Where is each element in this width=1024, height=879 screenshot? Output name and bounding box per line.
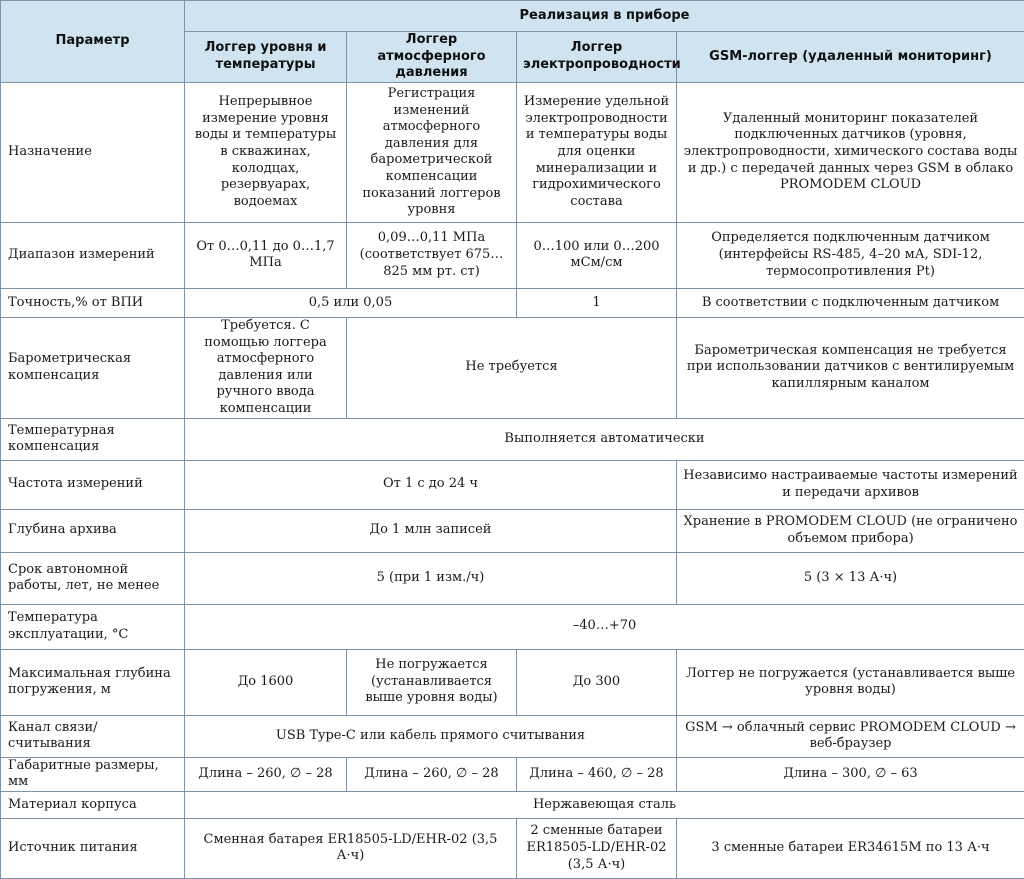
cell: Длина – 260, ∅ – 28 <box>185 757 347 791</box>
row-label: Габаритные размеры, мм <box>1 757 185 791</box>
row-label: Источник питания <box>1 818 185 878</box>
row-purpose <box>1 82 1024 222</box>
cell: 3 сменные батареи ER34615M по 13 А·ч <box>677 818 1024 878</box>
cell: 2 сменные батареи ER18505-LD/EHR-02 (3,5 А·ч) <box>517 818 677 878</box>
row-label: Глубина архива <box>1 509 185 552</box>
header-implementation: Реализация в приборе <box>185 1 1024 32</box>
cell: Удаленный мониторинг показателей подключенных датчиков (уровня, электропроводности, химического состава воды и др.) с передачей данных через GSM в облако PROMODEM CLOUD <box>677 82 1024 222</box>
cell: Логгер не погружается (устанавливается выше уровня воды) <box>677 649 1024 715</box>
header-conductivity-logger: Логгер электропроводности <box>517 32 677 83</box>
row-label: Назначение <box>1 82 185 222</box>
cell: Длина – 300, ∅ – 63 <box>677 757 1024 791</box>
cell: 5 (при 1 изм./ч) <box>185 552 677 604</box>
cell: 0,5 или 0,05 <box>185 288 517 317</box>
cell: Нержавеющая сталь <box>185 791 1024 818</box>
cell: 5 (3 × 13 А·ч) <box>677 552 1024 604</box>
row-temp-compensation <box>1 418 1024 460</box>
cell: –40…+70 <box>185 604 1024 649</box>
cell: До 300 <box>517 649 677 715</box>
row-depth <box>1 649 1024 715</box>
cell: USB Type-C или кабель прямого считывания <box>185 715 677 757</box>
row-label: Барометрическая компенсация <box>1 317 185 418</box>
cell: Определяется подключенным датчиком (интерфейсы RS-485, 4–20 мА, SDI-12, термосопротивления Pt) <box>677 222 1024 288</box>
cell: Независимо настраиваемые частоты измерений и передачи архивов <box>677 460 1024 509</box>
header-level-logger: Логгер уровня и температуры <box>185 32 347 83</box>
cell: От 1 с до 24 ч <box>185 460 677 509</box>
row-baro-compensation <box>1 317 1024 418</box>
row-material <box>1 791 1024 818</box>
cell: От 0…0,11 до 0…1,7 МПа <box>185 222 347 288</box>
cell: Длина – 460, ∅ – 28 <box>517 757 677 791</box>
cell: 0,09…0,11 МПа (соответствует 675…825 мм рт. ст) <box>347 222 517 288</box>
row-label: Точность,% от ВПИ <box>1 288 185 317</box>
cell: 1 <box>517 288 677 317</box>
row-label: Материал корпуса <box>1 791 185 818</box>
row-autonomy <box>1 552 1024 604</box>
row-label: Канал связи/считывания <box>1 715 185 757</box>
row-operating-temp <box>1 604 1024 649</box>
header-row-top <box>1 1 1024 32</box>
header-pressure-logger: Логгер атмосферного давления <box>347 32 517 83</box>
cell: Измерение удельной электропроводности и температуры воды для оценки минерализации и гидрохимического состава <box>517 82 677 222</box>
cell: 0…100 или 0…200 мСм/см <box>517 222 677 288</box>
cell: Хранение в PROMODEM CLOUD (не ограничено объемом прибора) <box>677 509 1024 552</box>
cell: GSM → облачный сервис PROMODEM CLOUD → веб-браузер <box>677 715 1024 757</box>
row-range <box>1 222 1024 288</box>
cell: До 1600 <box>185 649 347 715</box>
row-label: Частота измерений <box>1 460 185 509</box>
cell: Требуется. С помощью логгера атмосферного давления или ручного ввода компенсации <box>185 317 347 418</box>
cell: В соответствии с подключенным датчиком <box>677 288 1024 317</box>
row-label: Максимальная глубина погружения, м <box>1 649 185 715</box>
row-channel <box>1 715 1024 757</box>
cell: Барометрическая компенсация не требуется при использовании датчиков с вентилируемым капиллярным каналом <box>677 317 1024 418</box>
header-param: Параметр <box>1 1 185 83</box>
header-gsm-logger: GSM-логгер (удаленный мониторинг) <box>677 32 1024 83</box>
row-dimensions <box>1 757 1024 791</box>
row-power <box>1 818 1024 878</box>
row-label: Срок автономной работы, лет, не менее <box>1 552 185 604</box>
cell: Длина – 260, ∅ – 28 <box>347 757 517 791</box>
cell: Непрерывное измерение уровня воды и температуры в скважинах, колодцах, резервуарах, водоемах <box>185 82 347 222</box>
row-frequency <box>1 460 1024 509</box>
row-label: Температура эксплуатации, °С <box>1 604 185 649</box>
cell: Не требуется <box>347 317 677 418</box>
cell: Сменная батарея ER18505-LD/EHR-02 (3,5 А·ч) <box>185 818 517 878</box>
row-accuracy <box>1 288 1024 317</box>
cell: Не погружается (устанавливается выше уровня воды) <box>347 649 517 715</box>
cell: Выполняется автоматически <box>185 418 1024 460</box>
cell: До 1 млн записей <box>185 509 677 552</box>
row-label: Диапазон измерений <box>1 222 185 288</box>
cell: Регистрация изменений атмосферного давления для барометрической компенсации показаний логгеров уровня <box>347 82 517 222</box>
row-label: Температурная компенсация <box>1 418 185 460</box>
row-archive <box>1 509 1024 552</box>
